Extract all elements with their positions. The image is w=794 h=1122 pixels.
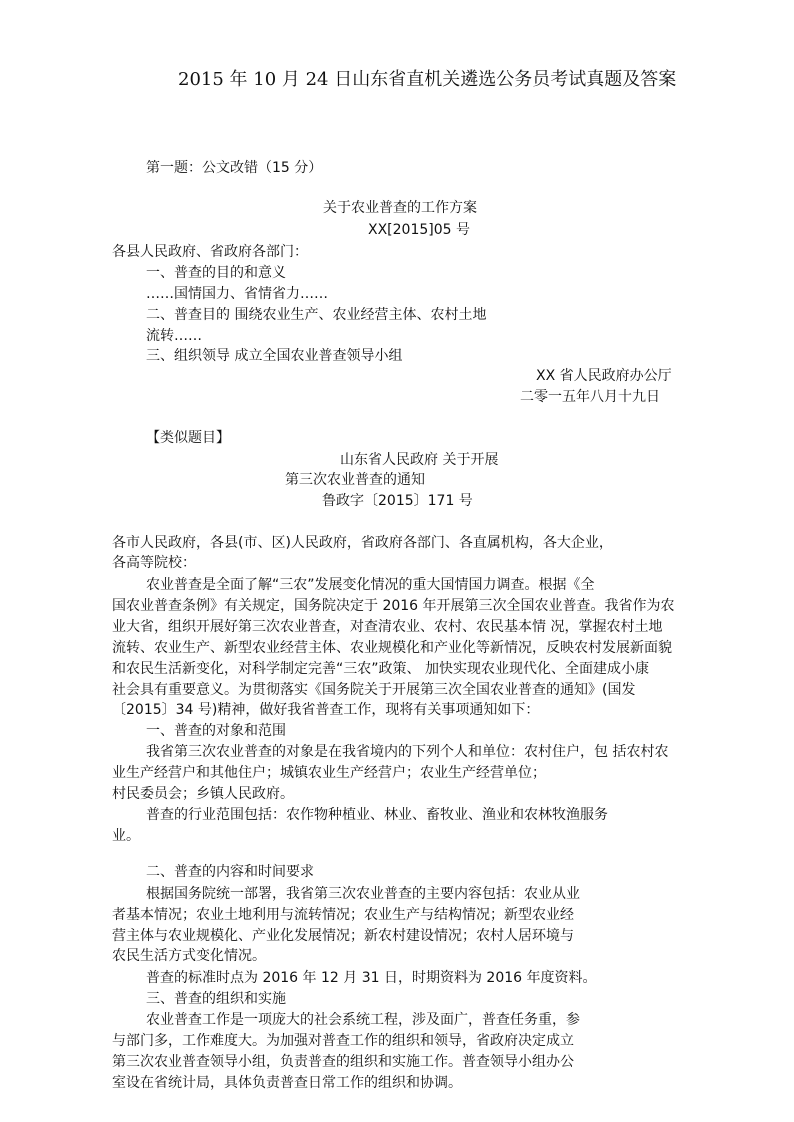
outline-line: 三、组织领导 成立全国农业普查领导小组 (146, 348, 403, 364)
similar-doc-number: 鲁政字〔2015〕171 号 (322, 493, 473, 509)
similar-title: 山东省人民政府 关于开展 (340, 452, 499, 468)
body-line: 第三次农业普查领导小组，负责普查的组织和实施工作。普查领导小组办公 (112, 1054, 574, 1070)
body-line: 普查的标准时点为 2016 年 12 月 31 日，时期资料为 2016 年度资料。 (146, 970, 597, 986)
signature: XX 省人民政府办公厅 (536, 368, 672, 384)
body-line: 国农业普查条例》有关规定，国务院决定于 2016 年开展第三次全国农业普查。我省作为农 (112, 598, 675, 614)
body-line: 流转、农业生产、新型农业经营主体、农业规模化和产业化等新情况，反映农村发展新面貌 (112, 640, 672, 656)
section-heading: 二、普查的内容和时间要求 (146, 864, 314, 880)
body-line: 〔2015〕34 号)精神，做好我省普查工作，现将有关事项通知如下： (112, 702, 540, 718)
section-heading: 三、普查的组织和实施 (146, 991, 286, 1007)
body-line: 业生产经营户和其他住户；城镇农业生产经营户；农业生产经营单位； (112, 765, 546, 781)
body-line: 者基本情况；农业土地利用与流转情况；农业生产与结构情况；新型农业经 (112, 907, 574, 923)
doc-title: 关于农业普查的工作方案 (323, 200, 477, 216)
recipients: 各县人民政府、省政府各部门： (112, 244, 308, 260)
question-heading: 第一题：公文改错（15 分） (146, 160, 323, 176)
body-line: 营主体与农业规模化、产业化发展情况；新农村建设情况；农村人居环境与 (112, 928, 574, 944)
similar-recipients: 各市人民政府，各县(市、区)人民政府，省政府各部门、各直属机构，各大企业， (112, 535, 613, 551)
body-line: 普查的行业范围包括：农作物种植业、林业、畜牧业、渔业和农林牧渔服务 (146, 807, 608, 823)
section-heading: 一、普查的对象和范围 (146, 723, 286, 739)
similar-recipients: 各高等院校： (112, 555, 196, 571)
page-title: 2015 年 10 月 24 日山东省直机关遴选公务员考试真题及答案 (178, 69, 677, 90)
outline-line: 二、普查目的 围绕农业生产、农业经营主体、农村土地 (146, 307, 487, 323)
body-line: 社会具有重要意义。为贯彻落实《国务院关于开展第三次全国农业普查的通知》(国发 (112, 682, 636, 698)
body-line: 我省第三次农业普查的对象是在我省境内的下列个人和单位：农村住户，包 括农村农 (146, 744, 669, 760)
similar-title: 第三次农业普查的通知 (285, 472, 425, 488)
body-line: 室设在省统计局，具体负责普查日常工作的组织和协调。 (112, 1075, 462, 1091)
body-line: 和农民生活新变化，对科学制定完善“三农”政策、 加快实现农业现代化、全面建成小康 (112, 661, 649, 677)
outline-line: 流转…… (146, 328, 202, 344)
body-line: 农业普查是全面了解“三农”发展变化情况的重大国情国力调查。根据《全 (146, 577, 595, 593)
body-line: 农业普查工作是一项庞大的社会系统工程，涉及面广，普查任务重，参 (146, 1012, 580, 1028)
body-line: 农民生活方式变化情况。 (112, 948, 266, 964)
body-line: 业大省，组织开展好第三次农业普查，对查清农业、农村、农民基本情 况，掌握农村土地 (112, 619, 663, 635)
body-line: 根据国务院统一部署，我省第三次农业普查的主要内容包括：农业从业 (146, 886, 580, 902)
outline-line: ……国情国力、省情省力…… (146, 286, 328, 302)
similar-label: 【类似题目】 (146, 430, 230, 446)
body-line: 业。 (112, 828, 140, 844)
outline-line: 一、普查的目的和意义 (146, 265, 286, 281)
signature-date: 二零一五年八月十九日 (520, 389, 660, 405)
body-line: 与部门多，工作难度大。为加强对普查工作的组织和领导，省政府决定成立 (112, 1033, 574, 1049)
body-line: 村民委员会；乡镇人民政府。 (112, 786, 294, 802)
doc-number: XX[2015]05 号 (368, 222, 470, 238)
